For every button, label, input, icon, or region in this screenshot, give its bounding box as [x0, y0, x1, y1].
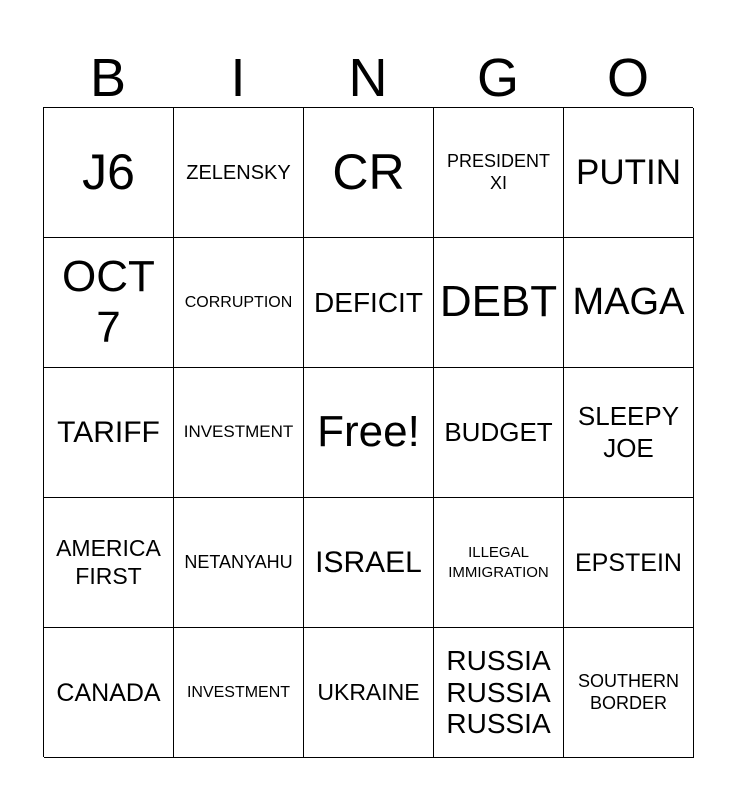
header-letter-i: I: [230, 48, 246, 108]
bingo-cell-ukraine[interactable]: [304, 628, 434, 758]
cell-label: OCT 7: [62, 252, 155, 352]
bingo-cell-canada[interactable]: [44, 628, 174, 758]
bingo-cell-illegal-immigration[interactable]: [434, 498, 564, 628]
cell-label: EPSTEIN: [575, 548, 682, 577]
cell-label: Free!: [317, 407, 420, 457]
cell-label: MAGA: [572, 280, 685, 323]
bingo-cell-investment[interactable]: [174, 368, 304, 498]
bingo-cell-j6[interactable]: [44, 108, 174, 238]
cell-label: BUDGET: [444, 416, 553, 447]
cell-label: CORRUPTION: [184, 293, 293, 311]
bingo-cell-israel[interactable]: [304, 498, 434, 628]
bingo-cell-cr[interactable]: [304, 108, 434, 238]
bingo-cell-epstein[interactable]: [564, 498, 694, 628]
bingo-header: [43, 44, 693, 106]
cell-label: J6: [82, 144, 135, 200]
header-letter-n: N: [348, 48, 388, 108]
bingo-cell-maga[interactable]: [564, 238, 694, 368]
bingo-cell-oct-7[interactable]: [44, 238, 174, 368]
bingo-board: [43, 107, 693, 757]
cell-label: CANADA: [56, 678, 161, 707]
cell-label: DEBT: [439, 277, 558, 327]
bingo-cell-investment-2[interactable]: [174, 628, 304, 758]
bingo-cell-budget[interactable]: [434, 368, 564, 498]
cell-label: UKRAINE: [317, 678, 420, 705]
bingo-cell-southern-border[interactable]: [564, 628, 694, 758]
header-letter-g: G: [476, 48, 519, 108]
bingo-cell-corruption[interactable]: [174, 238, 304, 368]
bingo-cell-zelensky[interactable]: [174, 108, 304, 238]
bingo-cell-america-first[interactable]: [44, 498, 174, 628]
bingo-cell-debt[interactable]: [434, 238, 564, 368]
cell-label: AMERICA FIRST: [56, 534, 161, 589]
cell-label: PRESIDENT XI: [446, 150, 551, 193]
cell-label: INVESTMENT: [186, 683, 291, 701]
header-letter-o: O: [606, 48, 649, 108]
bingo-cell-russia-russia-russia[interactable]: [434, 628, 564, 758]
cell-label: SOUTHERN BORDER: [577, 670, 679, 713]
cell-label: NETANYAHU: [184, 551, 293, 572]
cell-label: DEFICIT: [314, 286, 423, 318]
bingo-cell-putin[interactable]: [564, 108, 694, 238]
header-letter-b: B: [89, 48, 127, 108]
bingo-cell-deficit[interactable]: [304, 238, 434, 368]
bingo-cell-netanyahu[interactable]: [174, 498, 304, 628]
cell-label: ZELENSKY: [186, 161, 291, 184]
cell-label: PUTIN: [576, 152, 681, 192]
cell-label: SLEEPY JOE: [577, 401, 680, 463]
cell-label: RUSSIA RUSSIA RUSSIA: [446, 644, 551, 740]
cell-label: ILLEGAL IMMIGRATION: [448, 544, 549, 581]
bingo-cell-free-space[interactable]: [304, 368, 434, 498]
cell-label: ISRAEL: [315, 545, 422, 579]
bingo-cell-tariff[interactable]: [44, 368, 174, 498]
cell-label: CR: [332, 144, 405, 200]
bingo-cell-president-xi[interactable]: [434, 108, 564, 238]
bingo-cell-sleepy-joe[interactable]: [564, 368, 694, 498]
cell-label: INVESTMENT: [183, 422, 294, 442]
cell-label: TARIFF: [57, 415, 160, 449]
